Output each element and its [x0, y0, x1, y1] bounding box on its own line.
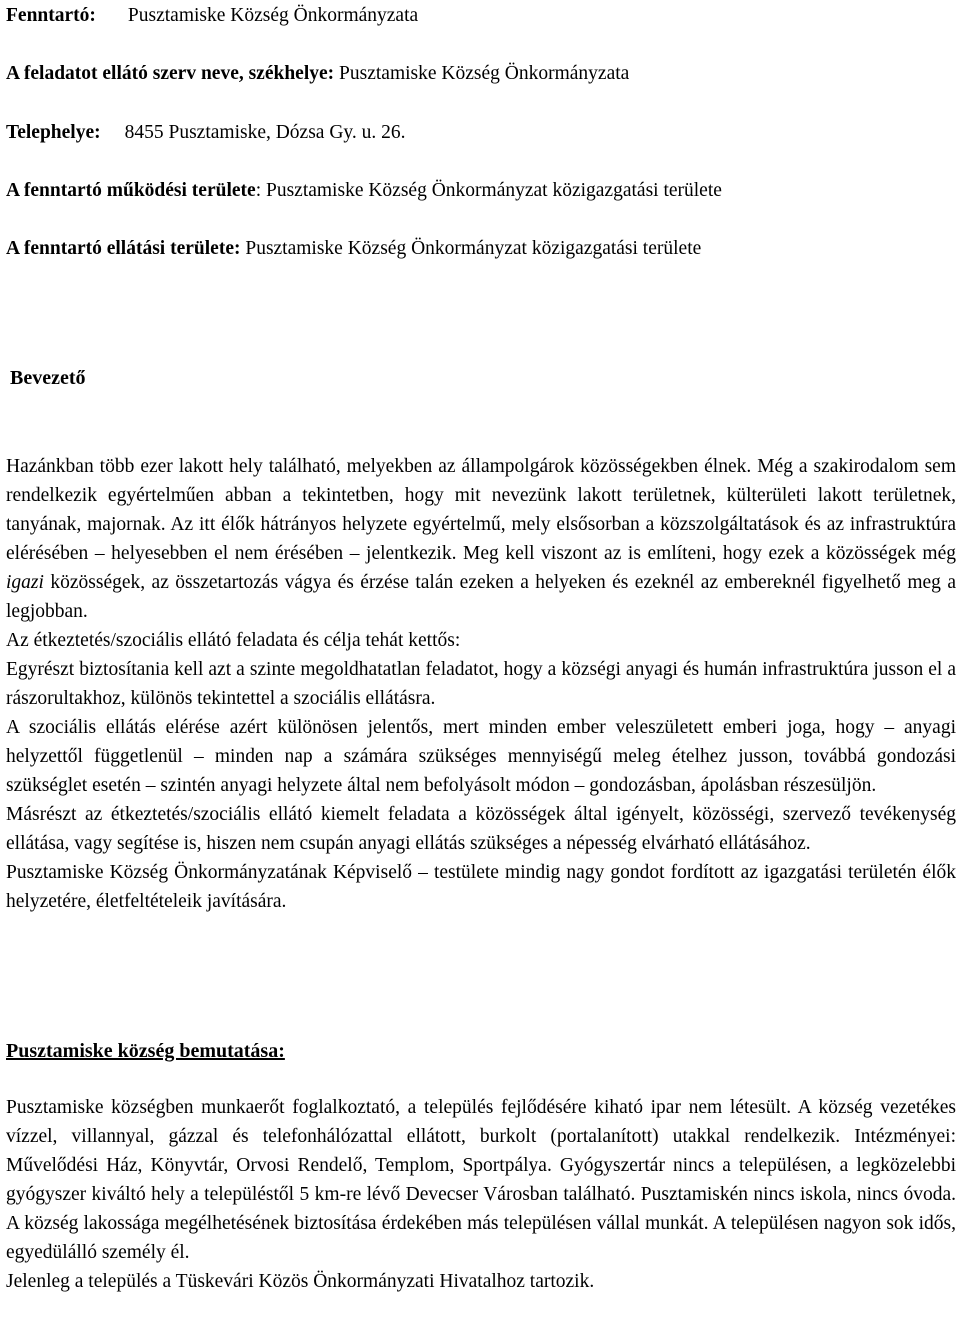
bevezeto-paragraph-4: A szociális ellátás elérése azért különösen jelentős, mert minden ember veleszületett emberi joga, hogy – anyagi helyzettől függetlenül – minden nap a számára szükséges mennyiségű meleg ételhez jusson, továbbá gondozási szükséglet esetén – szintén anyagi helyzete által nem befolyásolt módon – gondozásban, ápolásban részesüljön.: [6, 717, 956, 796]
ellatasi-value: Pusztamiske Község Önkormányzat közigazgatási területe: [245, 238, 702, 259]
szerv-label: A feladatot ellátó szerv neve, székhelye:: [6, 63, 335, 84]
mukodesi-value: : Pusztamiske Község Önkormányzat közigazgatási területe: [255, 180, 722, 201]
header-telephely: [6, 121, 406, 145]
bemutatas-body: [6, 1093, 956, 1296]
header-szerv: [6, 62, 629, 86]
szerv-value: Pusztamiske Község Önkormányzata: [339, 63, 630, 84]
bevezeto-paragraph-1: Hazánkban több ezer lakott hely található, melyekben az állampolgárok közösségekben élnek. Még a szakirodalom sem rendelkezik egyértelműen abban a tekintetben, hogy mit nevezünk lakott területnek, külterületi lakott területnek, tanyának, majornak. Az itt élők hátrányos helyzete egyértelmű, mely elsősorban a közszolgáltatások és az infrastruktúra elérésében – helyesebben el nem érésében – jelentkezik. Meg kell viszont az is említeni, hogy ezek a közösségek még igazi közösségek, az összetartozás vágya és érzése talán ezeken a helyeken és ezeknél az embereknél figyelhető meg a legjobban.: [6, 456, 956, 622]
header-fenntarto: [6, 4, 418, 28]
telephely-label: Telephelye:: [6, 122, 101, 143]
header-ellatasi: [6, 237, 701, 261]
telephely-value: 8455 Pusztamiske, Dózsa Gy. u. 26.: [124, 122, 406, 143]
bevezeto-paragraph-2: Az étkeztetés/szociális ellátó feladata és célja tehát kettős:: [6, 630, 461, 651]
bemutatas-paragraph-2: Jelenleg a település a Tüskevári Közös Önkormányzati Hivatalhoz tartozik.: [6, 1271, 595, 1292]
mukodesi-label: A fenntartó működési területe: [6, 180, 256, 201]
bevezeto-paragraph-5: Másrészt az étkeztetés/szociális ellátó kiemelt feladata a közösségek által igényelt, közösségi, szervező tevékenység ellátása, vagy segítése is, hiszen nem csupán anyagi ellátás szükséges a népesség elvárható ellátásához.: [6, 804, 956, 854]
igazi-italic: igazi: [6, 572, 44, 593]
header-mukodesi: [6, 179, 722, 203]
bemutatas-paragraph-1: Pusztamiske községben munkaerőt foglalkoztató, a település fejlődésére kiható ipar nem létesült. A község vezetékes vízzel, villannyal, gázzal és telefonhálózattal ellátott, burkolt (portalanított) utakkal rendelkezik. Intézményei: Művelődési Ház, Könyvtár, Orvosi Rendelő, Templom, Sportpálya. Gyógyszertár nincs a településen, a legközelebbi gyógyszer kiváltó hely a településtől 5 km-re lévő Devecser Városban található. Pusztamiskén nincs iskola, nincs óvoda. A község lakossága megélhetésének biztosítása érdekében más településen vállal munkát. A településen nagyon sok idős, egyedülálló személy él.: [6, 1097, 956, 1263]
bemutatas-heading: Pusztamiske község bemutatása:: [6, 1040, 285, 1062]
fenntarto-value: Pusztamiske Község Önkormányzata: [127, 5, 419, 26]
bevezeto-body: [6, 452, 956, 916]
bevezeto-heading: Bevezető: [10, 367, 86, 389]
fenntarto-label: Fenntartó:: [6, 5, 96, 26]
ellatasi-label: A fenntartó ellátási területe:: [6, 238, 241, 259]
bevezeto-paragraph-3: Egyrészt biztosítania kell azt a szinte megoldhatatlan feladatot, hogy a községi anyagi és humán infrastruktúra jusson el a rászorultakhoz, különös tekintettel a szociális ellátásra.: [6, 659, 956, 709]
bevezeto-paragraph-6: Pusztamiske Község Önkormányzatának Képviselő – testülete mindig nagy gondot fordított az igazgatási területén élők helyzetére, életfeltételeik javítására.: [6, 862, 956, 912]
